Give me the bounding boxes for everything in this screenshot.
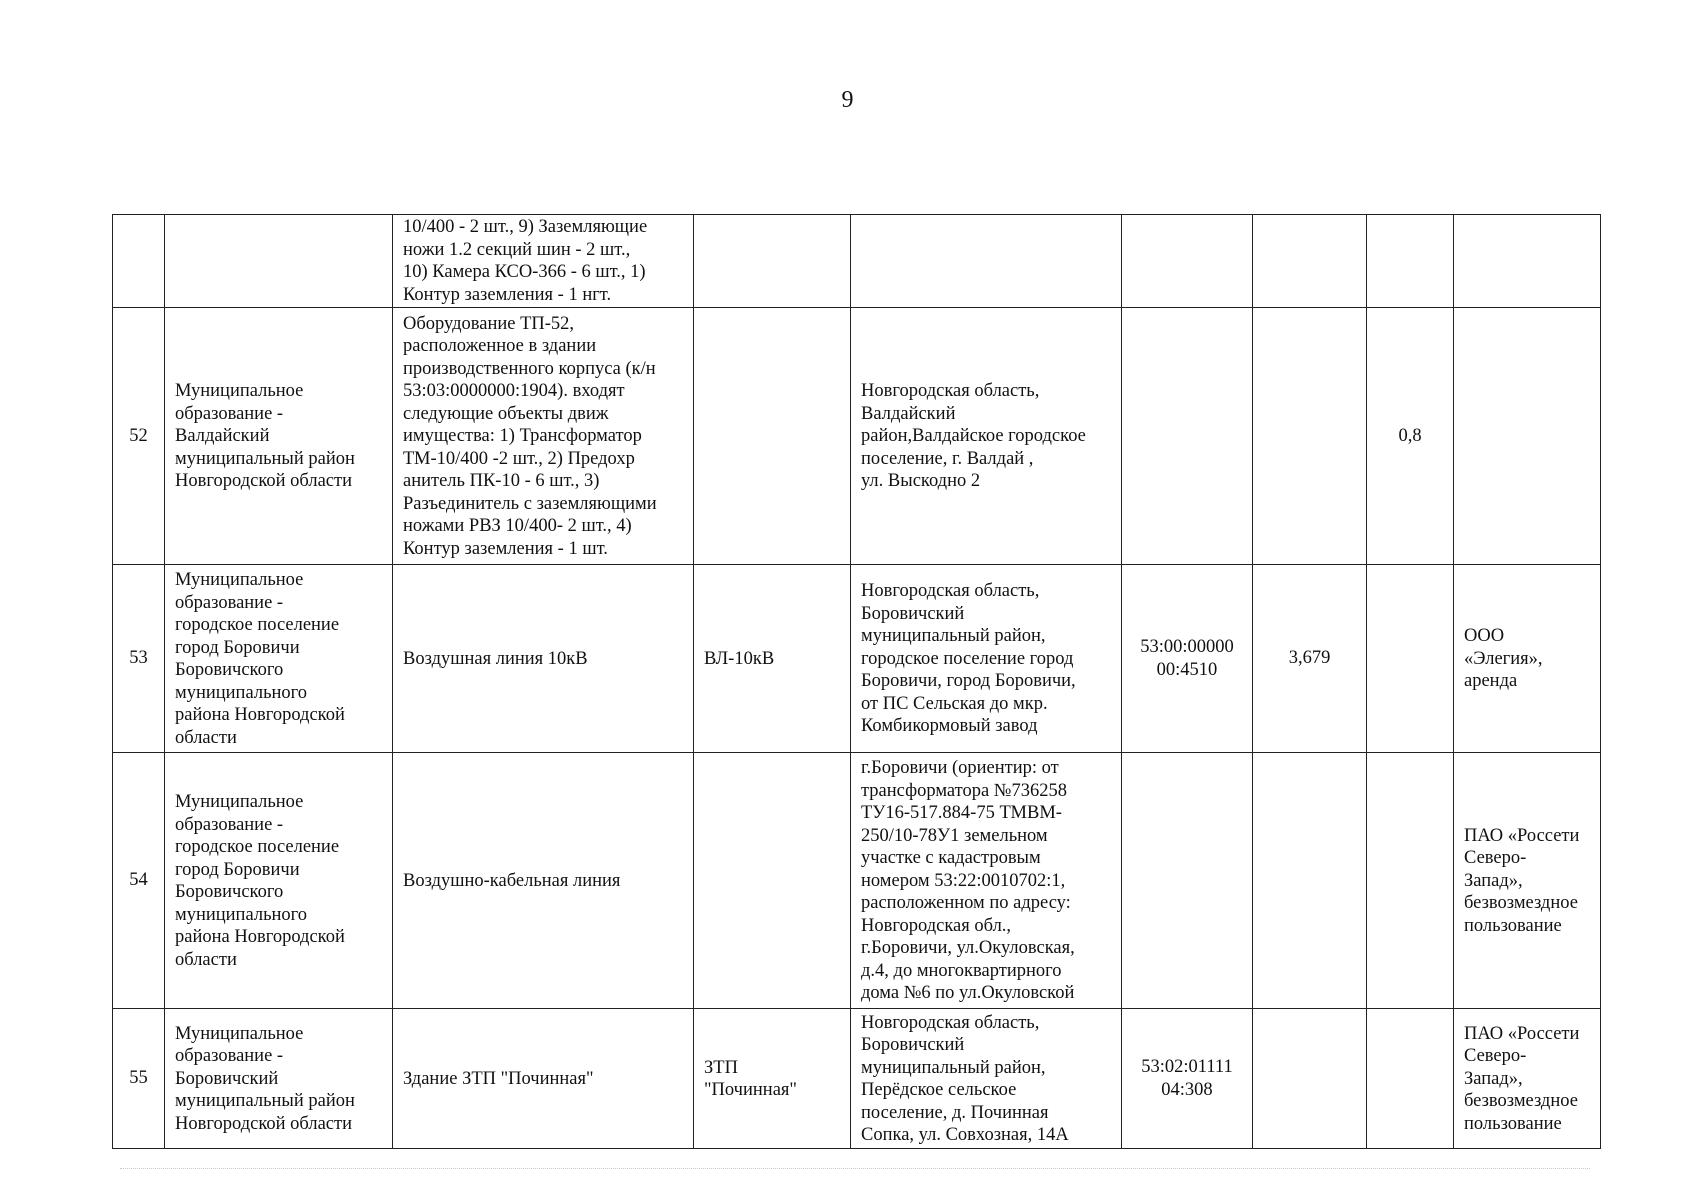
object-name-cell: Здание ЗТП "Починная" [393, 1009, 694, 1149]
encumbrance-cell [1454, 308, 1601, 565]
table-row [113, 1009, 1601, 1149]
property-registry-table [112, 214, 1601, 1149]
row-number-cell: 55 [113, 1009, 165, 1149]
object-name-cell: Оборудование ТП-52, расположенное в здании производственного корпуса (к/н 53:03:0000000:1904). входят следующие объекты движ имущества: 1) Трансформатор ТМ-10/400 -2 шт., 2) Предохр анитель ПК-10 - 6 шт., 3) Разъединитель с заземляющими ножами РВЗ 10/400- 2 шт., 4) Контур заземления - 1 шт. [393, 308, 694, 565]
length-cell [1253, 1009, 1367, 1149]
area-cell [1367, 753, 1454, 1009]
area-cell [1367, 565, 1454, 753]
cadastral-number-cell [1122, 753, 1253, 1009]
length-cell [1253, 215, 1367, 308]
area-cell: 0,8 [1367, 308, 1454, 565]
scan-artifact-line [120, 1168, 1590, 1169]
row-number-cell: 52 [113, 308, 165, 565]
length-cell [1253, 308, 1367, 565]
cadastral-number-cell: 53:00:00000 00:4510 [1122, 565, 1253, 753]
area-cell [1367, 1009, 1454, 1149]
row-number-cell: 53 [113, 565, 165, 753]
object-type-cell [694, 215, 851, 308]
table-row [113, 215, 1601, 308]
length-cell [1253, 753, 1367, 1009]
object-type-cell [694, 308, 851, 565]
cadastral-number-cell [1122, 308, 1253, 565]
object-name-cell: Воздушно-кабельная линия [393, 753, 694, 1009]
table-row [113, 753, 1601, 1009]
cadastral-number-cell: 53:02:01111 04:308 [1122, 1009, 1253, 1149]
address-cell: г.Боровичи (ориентир: от трансформатора №736258 ТУ16-517.884-75 ТМВМ- 250/10-78У1 земельном участке с кадастровым номером 53:22:0010702:1, расположенном по адресу: Новгородская обл., г.Боровичи, ул.Окуловская, д.4, до многоквартирного дома №6 по ул.Окуловской [851, 753, 1122, 1009]
table-row [113, 308, 1601, 565]
object-name-cell: 10/400 - 2 шт., 9) Заземляющие ножи 1.2 секций шин - 2 шт., 10) Камера КСО-366 - 6 шт., 1) Контур заземления - 1 нгт. [393, 215, 694, 308]
owner-cell: Муниципальное образование - Боровичский муниципальный район Новгородской области [165, 1009, 393, 1149]
owner-cell: Муниципальное образование - городское поселение город Боровичи Боровичского муниципального района Новгородской области [165, 565, 393, 753]
page-number: 9 [841, 87, 854, 113]
encumbrance-cell: ООО «Элегия», аренда [1454, 565, 1601, 753]
address-cell: Новгородская область, Валдайский район,Валдайское городское поселение, г. Валдай , ул. Выскодно 2 [851, 308, 1122, 565]
address-cell: Новгородская область, Боровичский муниципальный район, городское поселение город Боровичи, город Боровичи, от ПС Сельская до мкр. Комбикормовый завод [851, 565, 1122, 753]
row-number-cell: 54 [113, 753, 165, 1009]
length-cell: 3,679 [1253, 565, 1367, 753]
address-cell [851, 215, 1122, 308]
table-row [113, 565, 1601, 753]
owner-cell: Муниципальное образование - Валдайский муниципальный район Новгородской области [165, 308, 393, 565]
owner-cell: Муниципальное образование - городское поселение город Боровичи Боровичского муниципального района Новгородской области [165, 753, 393, 1009]
object-type-cell: ЗТП "Починная" [694, 1009, 851, 1149]
encumbrance-cell: ПАО «Россети Северо- Запад», безвозмездное пользование [1454, 1009, 1601, 1149]
owner-cell [165, 215, 393, 308]
area-cell [1367, 215, 1454, 308]
object-type-cell: ВЛ-10кВ [694, 565, 851, 753]
encumbrance-cell: ПАО «Россети Северо- Запад», безвозмездное пользование [1454, 753, 1601, 1009]
object-type-cell [694, 753, 851, 1009]
cadastral-number-cell [1122, 215, 1253, 308]
address-cell: Новгородская область, Боровичский муниципальный район, Перёдское сельское поселение, д. Починная Сопка, ул. Совхозная, 14А [851, 1009, 1122, 1149]
encumbrance-cell [1454, 215, 1601, 308]
row-number-cell [113, 215, 165, 308]
object-name-cell: Воздушная линия 10кВ [393, 565, 694, 753]
